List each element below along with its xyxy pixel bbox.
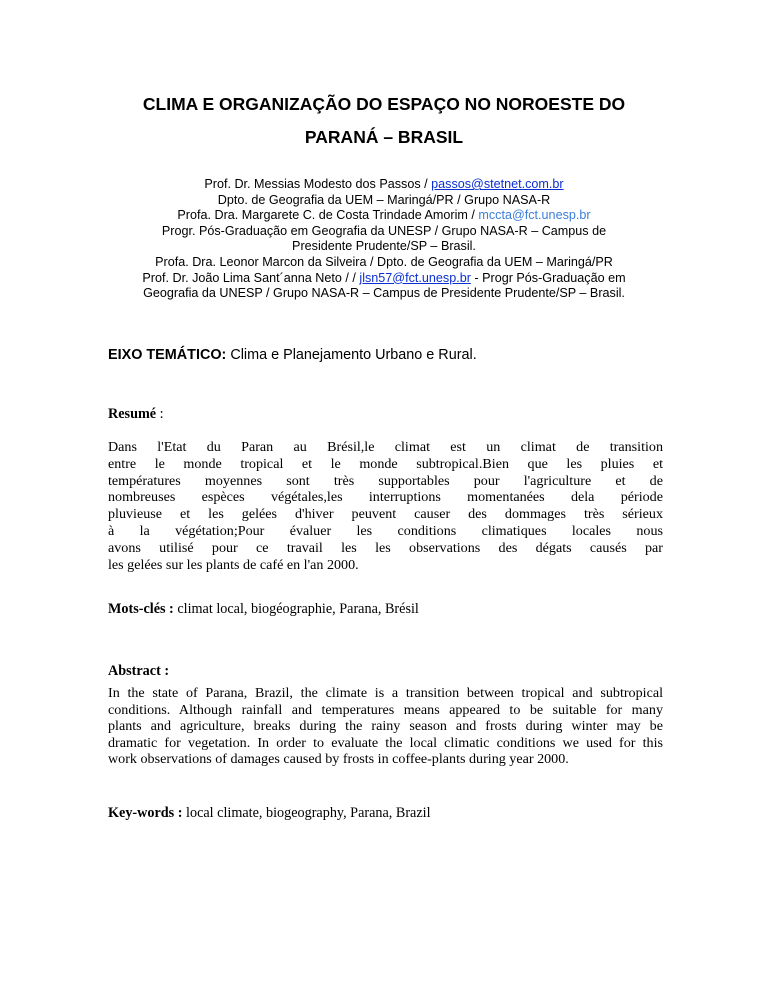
author-4-affiliation-1: - Progr Pós-Graduação em: [470, 270, 626, 285]
author-4-affiliation-2: Geografia da UNESP / Grupo NASA-R – Campus de Presidente Prudente/SP – Brasil.: [143, 286, 625, 301]
abstract-line: conditions. Although rainfall and temperatures means appeared to be suitable for many: [108, 701, 663, 718]
resume-line: les gelées sur les plants de café en l'an 2000.: [108, 556, 359, 573]
abstract-heading: Abstract :: [108, 663, 170, 679]
author-2-name: Profa. Dra. Margarete C. de Costa Trindade Amorim /: [177, 208, 479, 223]
paper-title: [104, 88, 664, 154]
abstract-line: In the state of Parana, Brazil, the climate is a transition between tropical and subtropical: [108, 685, 663, 701]
author-4: [96, 271, 672, 287]
keywords: [108, 805, 431, 822]
resume-line: pluvieuse et les gelées d'hiver peuvent causer des dommages très sérieux: [108, 506, 663, 523]
abstract-line: work observations of damages caused by frosts in coffee-plants during year 2000.: [108, 751, 569, 768]
resume-heading: [108, 406, 164, 423]
resume-line: entre le monde tropical et le monde subtropical.Bien que les pluies et: [108, 455, 663, 472]
author-3: Profa. Dra. Leonor Marcon da Silveira / Dpto. de Geografia da UEM – Maringá/PR: [155, 254, 613, 269]
mots-cles: [108, 601, 419, 618]
author-1-name: Prof. Dr. Messias Modesto dos Passos /: [204, 177, 432, 191]
resume-paragraph: [108, 439, 663, 573]
resume-line: températures moyennes sont très supportables pour l'agriculture et de: [108, 472, 663, 489]
abstract-paragraph: [108, 685, 663, 768]
author-1-affiliation: Dpto. de Geografia da UEM – Maringá/PR / Grupo NASA-R: [217, 192, 551, 207]
mots-text: climat local, biogéographie, Parana, Brésil: [173, 601, 419, 617]
author-4-name: Prof. Dr. João Lima Sant´anna Neto / /: [142, 270, 360, 285]
resume-line: à la végétation;Pour évaluer les conditions climatiques locales nous: [108, 522, 663, 539]
title-line-2: PARANÁ – BRASIL: [304, 127, 464, 147]
author-4-email-link[interactable]: jlsn57@fct.unesp.br: [359, 270, 471, 285]
resume-line: Dans l'Etat du Paran au Brésil,le climat est un climat de transition: [108, 439, 663, 455]
author-2-email: mccta@fct.unesp.br: [478, 208, 591, 223]
resume-line: avons utilisé pour ce travail les les observations des dégats causés par: [108, 539, 663, 556]
resume-line: nombreuses espèces végétales,les interruptions momentanées dela période: [108, 489, 663, 506]
author-2-affiliation-2: Presidente Prudente/SP – Brasil.: [292, 239, 476, 254]
resume-colon: :: [156, 406, 164, 422]
abstract-line: plants and agriculture, breaks during the rainy season and frosts during winter may be: [108, 718, 663, 735]
author-block: [96, 177, 672, 302]
mots-label: Mots-clés :: [108, 601, 174, 617]
resume-label: Resumé: [108, 406, 157, 422]
eixo-label: EIXO TEMÁTICO:: [108, 347, 227, 363]
author-2: [96, 208, 672, 224]
keywords-text: local climate, biogeography, Parana, Brazil: [182, 805, 431, 821]
eixo-text: Clima e Planejamento Urbano e Rural.: [226, 347, 477, 363]
title-line-1: CLIMA E ORGANIZAÇÃO DO ESPAÇO NO NOROESTE DO: [142, 94, 626, 114]
abstract-line: dramatic for vegetation. In order to evaluate the local climatic conditions we used for this: [108, 734, 663, 751]
author-1-email-link[interactable]: passos@stetnet.com.br: [431, 177, 564, 191]
author-1: [96, 177, 672, 193]
author-2-affiliation-1: Progr. Pós-Graduação em Geografia da UNESP / Grupo NASA-R – Campus de: [161, 223, 607, 238]
eixo-tematico: [108, 347, 477, 363]
keywords-label: Key-words :: [108, 805, 183, 821]
